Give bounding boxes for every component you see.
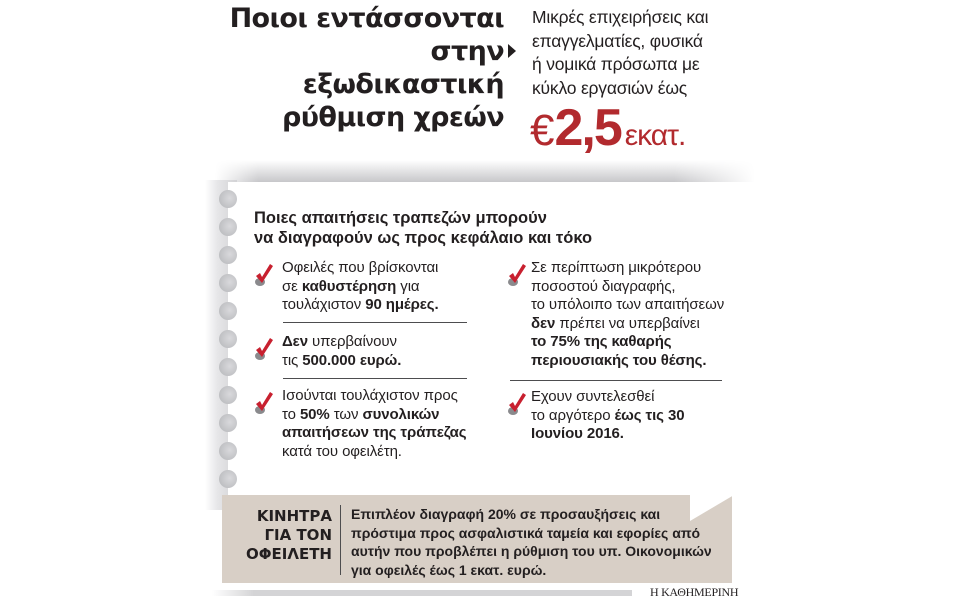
criteria-line: ποσοστού διαγραφής, — [531, 277, 676, 295]
criteria-item — [282, 259, 439, 315]
card-title-line: Ποιες απαιτήσεις τραπεζών μπορούν — [254, 209, 547, 227]
incentive-text — [351, 505, 731, 579]
criteria-line: δεν πρέπει να υπερβαίνει — [531, 314, 700, 332]
punch-hole — [219, 414, 237, 432]
red-checkmark-icon — [507, 391, 527, 417]
criteria-line: τις 500.000 ευρώ. — [282, 351, 402, 369]
title-line: Ποιοι εντάσσονται — [229, 3, 504, 34]
incentive-text-line: πρόστιμα προς ασφαλιστικά ταμεία και εφορίες από — [351, 524, 701, 541]
incentive-text-line: Επιπλέον διαγραφή 20% σε προσαυξήσεις και — [351, 506, 661, 522]
punch-hole — [219, 246, 237, 264]
punch-hole — [219, 190, 237, 208]
criteria-line: κατά του οφειλέτη. — [282, 442, 402, 460]
eligibility-subtitle — [532, 6, 762, 100]
incentive-text-line: για οφειλές έως 1 εκατ. ευρώ. — [351, 561, 547, 578]
criteria-item — [531, 388, 684, 444]
criteria-line: Ισούνται τουλάχιστον προς — [282, 387, 458, 404]
criteria-line: απαιτήσεων της τράπεζας — [282, 424, 467, 441]
criteria-item — [282, 387, 467, 461]
card-top-shadow — [215, 160, 755, 182]
red-checkmark-icon — [254, 390, 274, 416]
criteria-line: το αργότερο έως τις 30 — [531, 406, 685, 424]
punch-hole — [219, 442, 237, 460]
red-checkmark-icon — [507, 262, 527, 288]
divider — [283, 378, 467, 379]
turnover-amount — [530, 98, 685, 158]
triangle-right-icon — [508, 44, 516, 58]
incentive-label — [230, 507, 332, 564]
criteria-line: το 75% της καθαρής — [531, 333, 672, 350]
subtitle-line: επαγγελματίες, φυσικά — [532, 30, 703, 51]
criteria-line: σε καθυστέρηση για — [282, 277, 420, 295]
criteria-line: Οφειλές που βρίσκονται — [282, 259, 439, 276]
subtitle-line: Μικρές επιχειρήσεις και — [532, 7, 709, 27]
card-title — [254, 208, 592, 248]
punch-hole — [219, 274, 237, 292]
divider — [510, 380, 722, 381]
title-line: ρύθμιση χρεών — [282, 102, 504, 133]
infographic-title — [222, 2, 504, 134]
criteria-line: Δεν υπερβαίνουν — [282, 333, 397, 350]
publisher-brand: Η ΚΑΘΗΜΕΡΙΝΗ — [650, 585, 739, 599]
criteria-line: το 50% των συνολικών — [282, 405, 440, 423]
title-line: στην εξωδικαστική — [302, 36, 504, 100]
criteria-item — [531, 259, 724, 370]
punch-hole — [219, 218, 237, 236]
punch-hole — [219, 302, 237, 320]
currency-symbol: € — [530, 106, 555, 155]
footer-rule — [212, 590, 632, 596]
criteria-line: Σε περίπτωση μικρότερου — [531, 259, 702, 276]
criteria-line: περιουσιακής του θέσης. — [531, 351, 707, 369]
criteria-item — [282, 333, 401, 370]
criteria-line: Εχουν συντελεσθεί — [531, 388, 655, 405]
amount-value: 2,5 — [554, 99, 621, 157]
red-checkmark-icon — [254, 262, 274, 288]
amount-unit: εκατ. — [624, 119, 686, 152]
punch-hole — [219, 358, 237, 376]
criteria-line: τουλάχιστον 90 ημέρες. — [282, 296, 439, 313]
incentive-text-line: αυτήν που προβλέπει η ρύθμιση του υπ. Οικονομικών — [351, 543, 712, 559]
red-checkmark-icon — [254, 336, 274, 362]
punch-hole — [219, 330, 237, 348]
criteria-line: το υπόλοιπο των απαιτήσεων — [531, 296, 725, 313]
punch-hole — [219, 386, 237, 404]
criteria-line: Ιουνίου 2016. — [531, 425, 624, 442]
card-title-line: να διαγραφούν ως προς κεφάλαιο και τόκο — [254, 229, 593, 247]
incentive-label-line: ΓΙΑ ΤΟΝ — [264, 526, 332, 544]
subtitle-line: ή νομικά πρόσωπα με — [532, 54, 700, 74]
subtitle-line: κύκλο εργασιών έως — [532, 77, 688, 98]
incentive-separator — [340, 505, 341, 575]
incentive-label-line: ΟΦΕΙΛΕΤΗ — [246, 545, 332, 563]
incentive-label-line: ΚΙΝΗΤΡΑ — [256, 507, 332, 525]
divider — [283, 322, 467, 323]
punch-hole — [219, 470, 237, 488]
